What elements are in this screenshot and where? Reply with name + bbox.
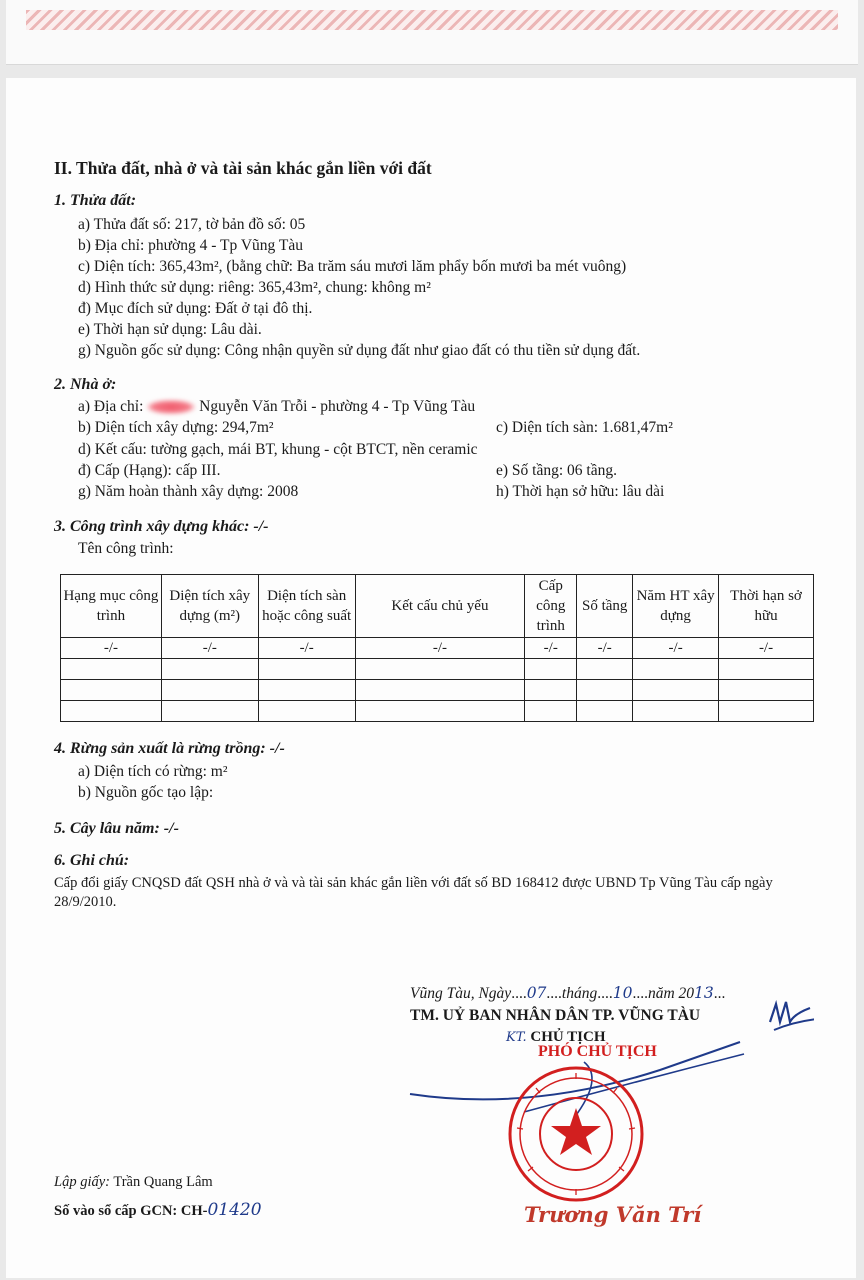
table-cell: -/-	[577, 638, 633, 659]
table-cell: -/-	[355, 638, 525, 659]
land-line: c) Diện tích: 365,43m², (bằng chữ: Ba trăm sáu mươi lăm phẩy bốn mươi ba mét vuông)	[78, 258, 627, 275]
date-month: 10	[612, 984, 633, 1002]
table-cell	[525, 659, 577, 680]
table-cell	[525, 701, 577, 722]
land-line: đ) Mục đích sử dụng: Đất ở tại đô thị.	[78, 300, 313, 317]
table-cell	[577, 701, 633, 722]
redacted-mark	[147, 400, 195, 414]
column-header: Diện tích sàn hoặc công suất	[258, 575, 355, 638]
table-cell: -/-	[525, 638, 577, 659]
table-cell	[719, 701, 814, 722]
previous-page-strip	[6, 0, 858, 65]
notes-heading: 6. Ghi chú:	[54, 852, 130, 869]
table-cell	[355, 701, 525, 722]
column-header: Năm HT xây dựng	[633, 575, 719, 638]
table-cell	[355, 659, 525, 680]
table-cell	[719, 659, 814, 680]
table-cell	[61, 701, 162, 722]
column-header: Diện tích xây dựng (m²)	[161, 575, 258, 638]
column-header: Thời hạn sở hữu	[719, 575, 814, 638]
table-cell	[577, 659, 633, 680]
land-line: e) Thời hạn sử dụng: Lâu dài.	[78, 321, 262, 338]
house-grade: đ) Cấp (Hạng): cấp III.	[78, 462, 221, 479]
house-structure: d) Kết cấu: tường gạch, mái BT, khung - cột BTCT, nền ceramic	[78, 441, 478, 458]
table-row	[61, 680, 814, 701]
table-cell	[161, 701, 258, 722]
table-cell	[633, 680, 719, 701]
house-address	[78, 398, 475, 416]
notes-text: Cấp đổi giấy CNQSD đất QSH nhà ở và và tài sản khác gắn liền với đất số BD 168412 được UBND Tp Vũng Tàu cấp ngày 28/9/2010.	[54, 875, 773, 910]
table-cell: -/-	[719, 638, 814, 659]
other-works-heading: 3. Công trình xây dựng khác: -/-	[54, 518, 269, 535]
decorative-border	[26, 10, 838, 30]
land-heading: 1. Thửa đất:	[54, 192, 137, 209]
register-label: Số vào sổ cấp GCN: CH-	[54, 1203, 208, 1219]
table-cell	[161, 680, 258, 701]
forest-area: a) Diện tích có rừng: m²	[78, 763, 228, 780]
house-ownership: h) Thời hạn sở hữu: lâu dài	[496, 483, 665, 500]
prepared-by-name: Trần Quang Lâm	[113, 1174, 213, 1190]
signing-date: Vũng Tàu, Ngày....07....tháng....10....năm 2013...	[410, 984, 726, 1002]
date-prefix: Vũng Tàu, Ngày	[410, 985, 512, 1002]
vice-chairman-title: PHÓ CHỦ TỊCH	[538, 1043, 657, 1060]
house-heading: 2. Nhà ở:	[54, 376, 117, 393]
table-cell	[258, 701, 355, 722]
table-cell: -/-	[61, 638, 162, 659]
land-line: d) Hình thức sử dụng: riêng: 365,43m², chung: không m²	[78, 279, 431, 296]
column-header: Hạng mục công trình	[61, 575, 162, 638]
column-header: Số tầng	[577, 575, 633, 638]
house-address-prefix: a) Địa chỉ:	[78, 398, 144, 415]
table-cell	[355, 680, 525, 701]
table-row	[61, 659, 814, 680]
house-floors: e) Số tầng: 06 tầng.	[496, 462, 617, 479]
certificate-page	[6, 78, 856, 1278]
table-cell: -/-	[633, 638, 719, 659]
house-address-suffix: Nguyễn Văn Trỗi - phường 4 - Tp Vũng Tàu	[199, 398, 476, 415]
prepared-by-label: Lập giấy:	[54, 1174, 110, 1190]
year-label: năm 20	[647, 985, 695, 1002]
table-cell	[61, 680, 162, 701]
table-row	[61, 701, 814, 722]
land-line: b) Địa chỉ: phường 4 - Tp Vũng Tàu	[78, 237, 303, 254]
house-floor-area: c) Diện tích sàn: 1.681,47m²	[496, 419, 673, 436]
table-cell: -/-	[258, 638, 355, 659]
date-day: 07	[526, 984, 547, 1002]
forest-heading: 4. Rừng sản xuất là rừng trồng: -/-	[54, 740, 285, 757]
column-header: Cấp công trình	[525, 575, 577, 638]
prepared-by	[54, 1174, 213, 1191]
date-year: 13	[694, 984, 714, 1002]
table-cell	[161, 659, 258, 680]
forest-origin: b) Nguồn gốc tạo lập:	[78, 784, 214, 801]
works-name-label: Tên công trình:	[78, 540, 174, 557]
month-label: tháng	[561, 985, 598, 1002]
table-cell	[633, 701, 719, 722]
signer-name: Trương Văn Trí	[524, 1202, 702, 1227]
table-cell	[633, 659, 719, 680]
section-title: II. Thửa đất, nhà ở và tài sản khác gắn liền với đất	[54, 158, 432, 178]
register-number	[54, 1200, 262, 1220]
house-year: g) Năm hoàn thành xây dựng: 2008	[78, 483, 299, 500]
column-header: Kết cấu chủ yếu	[355, 575, 525, 638]
house-build-area: b) Diện tích xây dựng: 294,7m²	[78, 419, 274, 436]
land-line: g) Nguồn gốc sử dụng: Công nhận quyền sử dụng đất như giao đất có thu tiền sử dụng đất.	[78, 342, 641, 359]
table-cell	[525, 680, 577, 701]
other-works-table	[60, 574, 814, 722]
chairman-label: CHỦ TỊCH	[530, 1029, 606, 1045]
table-cell	[61, 659, 162, 680]
issuing-org: TM. UỶ BAN NHÂN DÂN TP. VŨNG TÀU	[410, 1007, 701, 1024]
table-cell	[719, 680, 814, 701]
table-cell	[258, 680, 355, 701]
table-header-row	[61, 575, 814, 638]
land-line: a) Thửa đất số: 217, tờ bản đồ số: 05	[78, 216, 306, 233]
table-cell: -/-	[161, 638, 258, 659]
perennial-heading: 5. Cây lâu năm: -/-	[54, 820, 179, 837]
table-row	[61, 638, 814, 659]
register-handwritten: 01420	[207, 1200, 262, 1220]
table-cell	[577, 680, 633, 701]
kt-mark: KT.	[506, 1030, 527, 1045]
official-seal	[506, 1064, 646, 1204]
table-cell	[258, 659, 355, 680]
